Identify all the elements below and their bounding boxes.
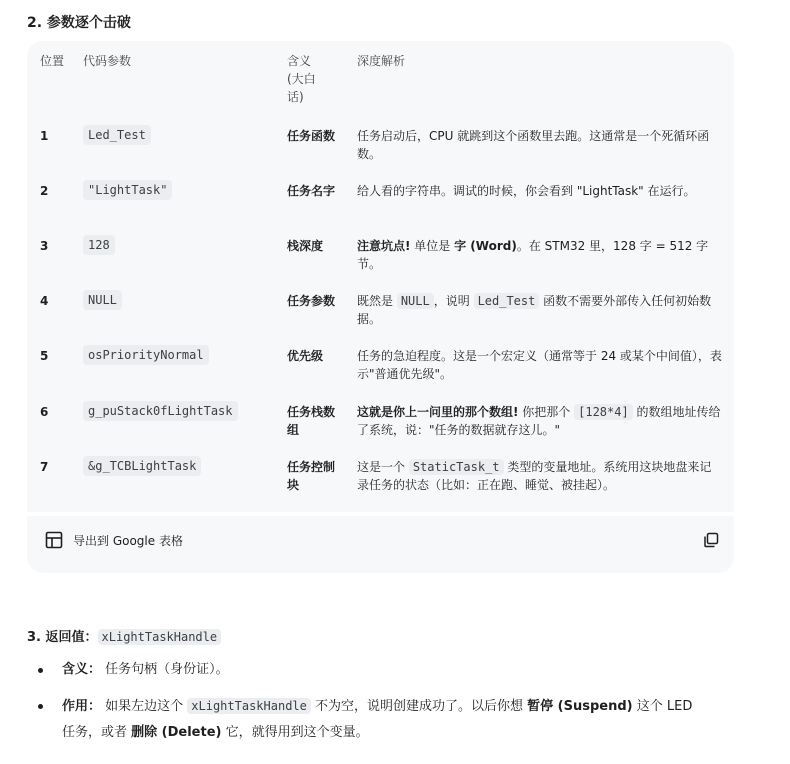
code-param: NULL: [83, 290, 122, 310]
export-to-sheets-button[interactable]: [45, 531, 183, 549]
analysis-text: 的数组地址传给了系统，说："任务的数据就存这儿。": [357, 405, 721, 437]
divider: [27, 512, 734, 516]
row-meaning: 优先级: [287, 349, 324, 363]
header-meaning: 含义 (大白话): [287, 54, 316, 104]
row-position: 5: [40, 349, 49, 363]
section-heading: 2. 参数逐个击破: [27, 15, 131, 31]
row-position: 6: [40, 405, 49, 419]
bullet-bold: 暂停 (Suspend): [527, 699, 633, 714]
header-code-param: 代码参数: [83, 54, 132, 68]
analysis-text: 这是一个: [357, 460, 409, 474]
parameter-table: [27, 41, 734, 573]
row-analysis: 任务启动后，CPU 就跳到这个函数里去跑。这通常是一个死循环函数。: [357, 129, 710, 161]
row-meaning: 任务名字: [287, 184, 336, 198]
analysis-text: 。在 STM32 里，128 字 = 512 字节。: [357, 239, 709, 271]
row-meaning: 栈深度: [287, 239, 324, 253]
row-position: 7: [40, 460, 49, 474]
bullet-label: 含义：: [62, 662, 102, 677]
row-meaning: 任务函数: [287, 129, 336, 143]
row-meaning: 任务栈数组: [287, 405, 336, 437]
header-analysis: 深度解析: [357, 54, 406, 68]
inline-code: StaticTask_t: [409, 459, 504, 475]
row-analysis: 给人看的字符串。调试的时候，你会看到 "LightTask" 在运行。: [357, 184, 696, 198]
bullet-text: 不为空，说明创建成功了。以后你想: [310, 699, 528, 714]
code-param: &g_TCBLightTask: [83, 456, 201, 476]
bullet-label: 作用：: [62, 699, 102, 714]
header-position: 位置: [40, 54, 65, 68]
warning-text: 注意坑点!: [357, 239, 411, 253]
code-param: "LightTask": [83, 180, 172, 200]
inline-code: xLightTaskHandle: [98, 629, 222, 645]
inline-code: NULL: [397, 293, 434, 309]
inline-code: Led_Test: [474, 293, 540, 309]
row-position: 4: [40, 294, 49, 308]
analysis-text: ，说明: [433, 294, 474, 308]
bullet-bold: 删除 (Delete): [131, 725, 222, 740]
analysis-text: 函数不需要外部传入任何初始数据。: [357, 294, 712, 326]
analysis-text: 单位是: [410, 239, 455, 253]
row-analysis: [357, 403, 722, 439]
row-analysis: [357, 292, 722, 328]
analysis-text: 既然是: [357, 294, 397, 308]
bullet-text: 它，就得用到这个变量。: [221, 725, 369, 740]
copy-icon: [703, 532, 719, 548]
code-param: Led_Test: [83, 125, 151, 145]
section-heading: [27, 627, 221, 648]
row-analysis: [357, 458, 722, 494]
analysis-bold: 这就是你上一问里的那个数组!: [357, 405, 519, 419]
row-meaning: 任务控制块: [287, 460, 336, 492]
code-param: g_puStack0fLightTask: [83, 401, 238, 421]
bullet-text: 如果左边这个: [101, 699, 188, 714]
analysis-text: 你把那个: [518, 405, 575, 419]
row-position: 1: [40, 129, 49, 143]
row-analysis: [357, 237, 722, 273]
bullet-text: 任务句柄（身份证）。: [101, 662, 229, 677]
row-analysis: 任务的急迫程度。这是一个宏定义（通常等于 24 或某个中间值），表示"普通优先级"。: [357, 349, 722, 381]
row-meaning: 任务参数: [287, 294, 336, 308]
return-value-heading: 3. 返回值：: [27, 630, 98, 645]
export-label: 导出到 Google 表格: [73, 533, 183, 548]
bullet-dot: [38, 668, 43, 673]
table-grid-icon: [45, 531, 63, 549]
bullet-dot: [38, 704, 43, 709]
row-position: 2: [40, 184, 49, 198]
analysis-text: 类型的变量地址。系统用这块地盘来记录任务的状态（比如：正在跑、睡觉、被挂起）。: [357, 460, 712, 492]
inline-code: [128*4]: [574, 404, 633, 420]
inline-code: xLightTaskHandle: [187, 698, 311, 714]
code-param: osPriorityNormal: [83, 345, 209, 365]
code-param: 128: [83, 235, 115, 255]
analysis-bold: 字 (Word): [454, 239, 517, 253]
bullet-text: 这个 LED 任务，或者: [62, 699, 693, 740]
copy-button[interactable]: [703, 532, 719, 552]
row-position: 3: [40, 239, 49, 253]
